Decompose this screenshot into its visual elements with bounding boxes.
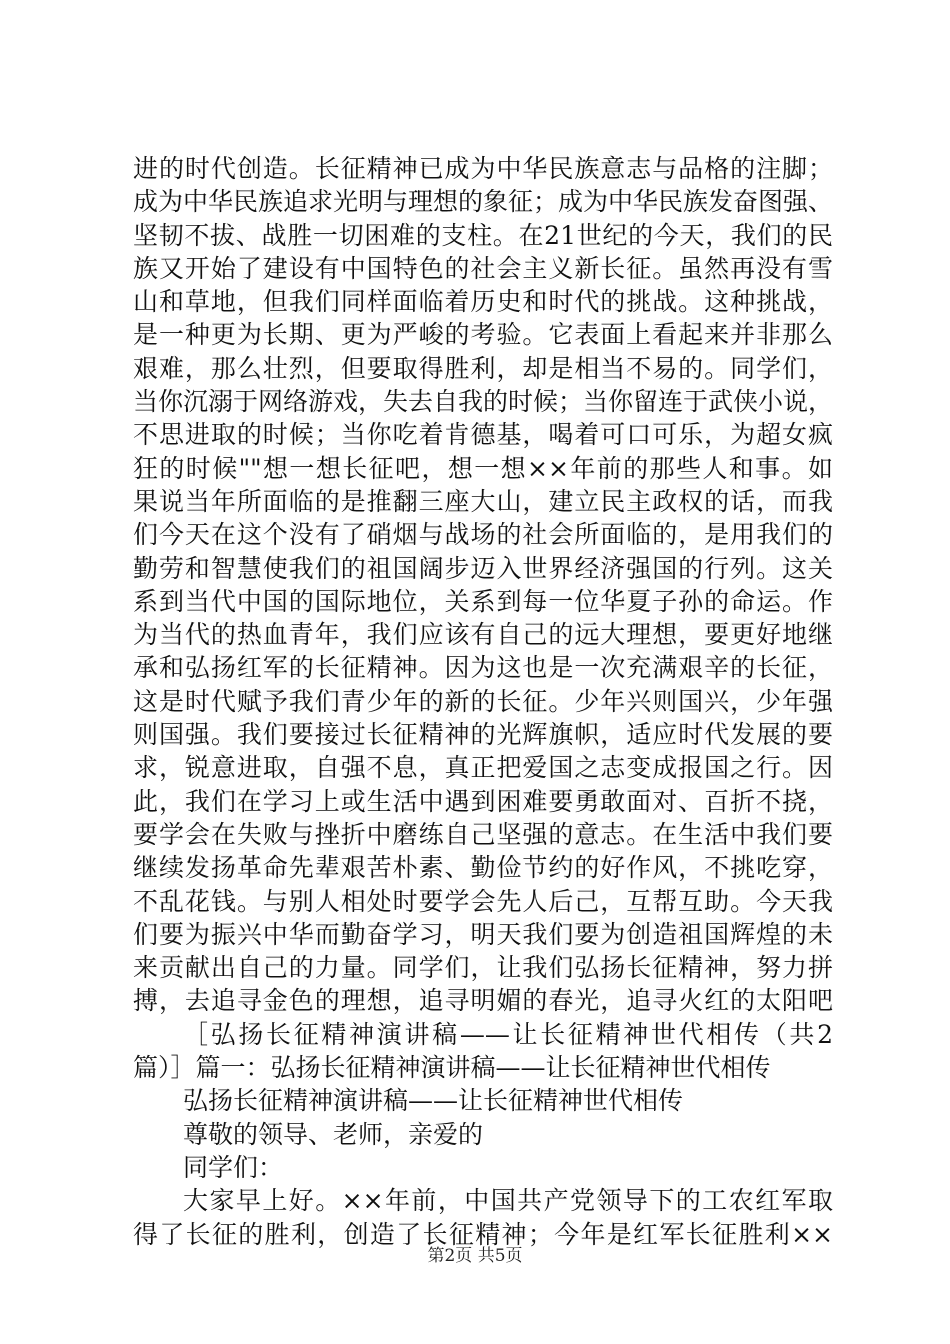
text-line: 进的时代创造。长征精神已成为中华民族意志与品格的注脚； xyxy=(133,154,833,183)
text-line: 山和草地，但我们同样面临着历史和时代的挑战。这种挑战， xyxy=(133,287,833,317)
text-line: 果说当年所面临的是推翻三座大山，建立民主政权的话，而我 xyxy=(133,486,833,516)
text-line: 不思进取的时候；当你吃着肯德基，喝着可口可乐，为超女疯 xyxy=(133,420,833,450)
text-line: 们要为振兴中华而勤奋学习，明天我们要为创造祖国辉煌的未 xyxy=(133,919,833,949)
salutation-continued xyxy=(133,1151,833,1184)
text-line: 这是时代赋予我们青少年的新的长征。少年兴则国兴，少年强 xyxy=(133,686,833,716)
text-line: 大家早上好。××年前，中国共产党领导下的工农红军取 xyxy=(183,1186,833,1216)
text-line: 成为中华民族追求光明与理想的象征；成为中华民族发奋图强、 xyxy=(133,187,834,217)
paragraph-1 xyxy=(133,152,833,1018)
paragraph-opening xyxy=(133,1184,833,1251)
text-line: 当你沉溺于网络游戏，失去自我的时候；当你留连于武侠小说， xyxy=(133,387,834,417)
text-line: 承和弘扬红军的长征精神。因为这也是一次充满艰辛的长征， xyxy=(133,653,833,683)
text-line: 来贡献出自己的力量。同学们，让我们弘扬长征精神，努力拼 xyxy=(133,953,833,983)
text-line: 尊敬的领导、老师，亲爱的 xyxy=(183,1119,484,1149)
document-body xyxy=(133,152,833,1251)
text-line: 系到当代中国的国际地位，关系到每一位华夏子孙的命运。作 xyxy=(133,586,833,616)
text-line: 为当代的热血青年，我们应该有自己的远大理想，要更好地继 xyxy=(133,620,833,650)
text-line: 勤劳和智慧使我们的祖国阔步迈入世界经济强国的行列。这关 xyxy=(133,553,833,583)
text-line: 得了长征的胜利，创造了长征精神；今年是红军长征胜利×× xyxy=(133,1219,833,1249)
text-line: 求，锐意进取，自强不息，真正把爱国之志变成报国之行。因 xyxy=(133,753,833,783)
text-line: 不乱花钱。与别人相处时要学会先人后己，互帮互助。今天我 xyxy=(133,886,833,916)
text-line: 篇）］篇一：弘扬长征精神演讲稿——让长征精神世代相传 xyxy=(133,1053,771,1083)
text-line: 是一种更为长期、更为严峻的考验。它表面上看起来并非那么 xyxy=(133,320,833,350)
salutation xyxy=(133,1118,833,1151)
text-line: 同学们： xyxy=(183,1152,284,1182)
text-line: 们今天在这个没有了硝烟与战场的社会所面临的，是用我们的 xyxy=(133,520,833,550)
text-line: ［弘扬长征精神演讲稿——让长征精神世代相传（共2 xyxy=(183,1019,833,1049)
text-line: 坚韧不拔、战胜一切困难的支柱。在21世纪的今天，我们的民 xyxy=(133,220,833,250)
text-line: 要学会在失败与挫折中磨练自己坚强的意志。在生活中我们要 xyxy=(133,819,833,849)
text-line: 搏，去追寻金色的理想，追寻明媚的春光，追寻火红的太阳吧 xyxy=(133,986,833,1016)
heading-paragraph xyxy=(133,1018,833,1085)
text-line: 族又开始了建设有中国特色的社会主义新长征。虽然再没有雪 xyxy=(133,253,833,283)
text-line: 艰难，那么壮烈，但要取得胜利，却是相当不易的。同学们， xyxy=(133,353,833,383)
page-number: 第2页 共5页 xyxy=(427,1246,523,1266)
text-line: 继续发扬革命先辈艰苦朴素、勤俭节约的好作风，不挑吃穿， xyxy=(133,853,833,883)
text-line: 此，我们在学习上或生活中遇到困难要勇敢面对、百折不挠， xyxy=(133,786,833,816)
text-line: 弘扬长征精神演讲稿——让长征精神世代相传 xyxy=(183,1086,684,1116)
text-line: 则国强。我们要接过长征精神的光辉旗帜，适应时代发展的要 xyxy=(133,720,833,750)
text-line: 狂的时候""想一想长征吧，想一想××年前的那些人和事。如 xyxy=(133,453,833,483)
speech-title xyxy=(133,1084,833,1117)
